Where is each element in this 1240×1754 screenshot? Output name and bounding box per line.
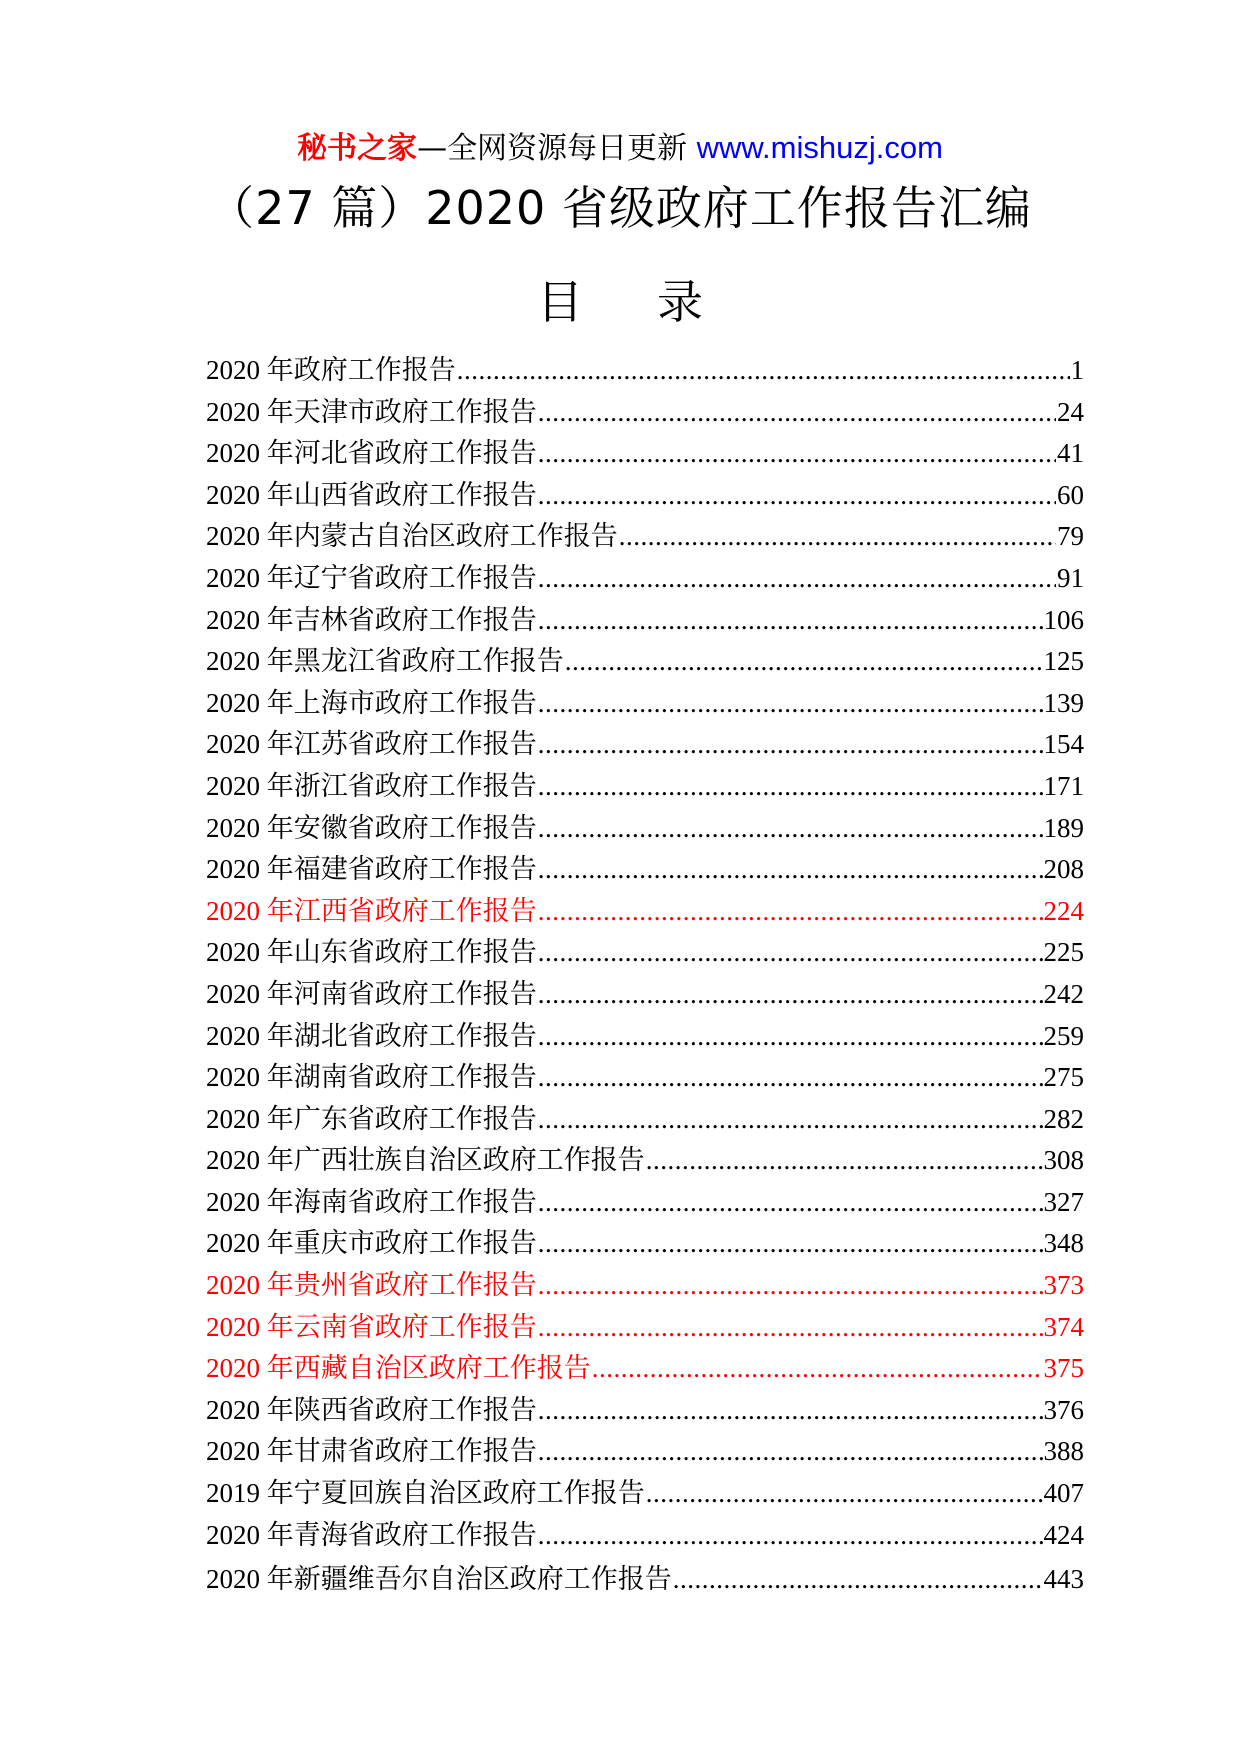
toc-entry[interactable] — [206, 1515, 1084, 1557]
toc-entry-title: 2020 年河北省政府工作报告 — [206, 438, 537, 469]
toc-entry-page-number: 189 — [1043, 812, 1084, 843]
toc-entry-title: 2020 年安徽省政府工作报告 — [206, 812, 537, 843]
toc-entry-title: 2020 年广西壮族自治区政府工作报告 — [206, 1145, 645, 1176]
toc-entry-title: 2020 年浙江省政府工作报告 — [206, 770, 537, 801]
toc-dot-leader — [538, 1016, 1043, 1058]
toc-entry-page-number: 308 — [1043, 1145, 1084, 1176]
toc-dot-leader — [538, 600, 1043, 642]
toc-entry-page-number: 154 — [1043, 729, 1084, 760]
toc-dot-leader — [538, 1057, 1043, 1099]
toc-entry-title: 2020 年湖北省政府工作报告 — [206, 1020, 537, 1051]
toc-entry[interactable] — [206, 433, 1084, 475]
toc-entry[interactable] — [206, 766, 1084, 808]
toc-entry[interactable] — [206, 849, 1084, 891]
toc-entry-title: 2020 年云南省政府工作报告 — [206, 1311, 537, 1342]
toc-entry-title: 2020 年广东省政府工作报告 — [206, 1103, 537, 1134]
toc-entry[interactable] — [206, 932, 1084, 974]
toc-entry-page-number: 424 — [1043, 1519, 1084, 1550]
toc-dot-leader — [538, 849, 1043, 891]
toc-dot-leader — [538, 808, 1043, 850]
toc-entry-title: 2020 年重庆市政府工作报告 — [206, 1228, 537, 1259]
toc-entry-page-number: 348 — [1043, 1228, 1084, 1259]
toc-dot-leader — [538, 392, 1056, 434]
toc-entry-title: 2020 年甘肃省政府工作报告 — [206, 1436, 537, 1467]
toc-entry[interactable] — [206, 600, 1084, 642]
toc-entry-page-number: 171 — [1043, 770, 1084, 801]
toc-entry[interactable] — [206, 1099, 1084, 1141]
toc-entry[interactable] — [206, 516, 1084, 558]
toc-entry[interactable] — [206, 1016, 1084, 1058]
toc-dot-leader — [538, 1390, 1043, 1432]
toc-entry[interactable] — [206, 641, 1084, 683]
toc-entry-title: 2020 年陕西省政府工作报告 — [206, 1394, 537, 1425]
toc-dot-leader — [538, 558, 1056, 600]
toc-entry[interactable] — [206, 683, 1084, 725]
toc-entry-title: 2020 年新疆维吾尔自治区政府工作报告 — [206, 1564, 672, 1595]
toc-entry[interactable] — [206, 350, 1084, 392]
toc-dot-leader — [538, 433, 1056, 475]
toc-entry-title: 2020 年政府工作报告 — [206, 355, 456, 385]
toc-entry-page-number: 224 — [1043, 895, 1084, 926]
toc-entry-page-number: 443 — [1043, 1564, 1084, 1595]
toc-entry[interactable] — [206, 1473, 1084, 1515]
toc-entry[interactable] — [206, 891, 1084, 933]
toc-entry[interactable] — [206, 392, 1084, 434]
toc-dot-leader — [538, 1099, 1043, 1141]
toc-entry-title: 2020 年海南省政府工作报告 — [206, 1186, 537, 1217]
toc-entry-title: 2020 年上海市政府工作报告 — [206, 687, 537, 718]
toc-entry[interactable] — [206, 1348, 1084, 1390]
toc-entry-title: 2020 年黑龙江省政府工作报告 — [206, 646, 564, 677]
toc-entry[interactable] — [206, 1431, 1084, 1473]
header-banner — [0, 128, 1240, 169]
toc-entry-title: 2019 年宁夏回族自治区政府工作报告 — [206, 1478, 645, 1509]
toc-dot-leader — [592, 1348, 1043, 1390]
toc-entry-page-number: 373 — [1043, 1270, 1084, 1301]
toc-entry[interactable] — [206, 558, 1084, 600]
toc-dot-leader — [565, 641, 1043, 683]
brand-slogan: —全网资源每日更新 — [417, 131, 697, 166]
toc-entry-title: 2020 年青海省政府工作报告 — [206, 1519, 537, 1550]
toc-entry-title: 2020 年山东省政府工作报告 — [206, 937, 537, 968]
toc-entry-title: 2020 年内蒙古自治区政府工作报告 — [206, 521, 618, 552]
toc-entry-page-number: 225 — [1043, 937, 1084, 968]
toc-entry-page-number: 388 — [1043, 1436, 1084, 1467]
toc-heading-char-1: 目 — [537, 275, 583, 329]
toc-entry-title: 2020 年天津市政府工作报告 — [206, 396, 537, 427]
toc-heading-char-2: 录 — [657, 275, 703, 329]
toc-entry[interactable] — [206, 1559, 1084, 1601]
toc-entry-page-number: 242 — [1043, 978, 1084, 1009]
toc-entry-title: 2020 年福建省政府工作报告 — [206, 854, 537, 885]
toc-entry-title: 2020 年贵州省政府工作报告 — [206, 1270, 537, 1301]
toc-entry-page-number: 24 — [1057, 396, 1084, 427]
toc-entry-page-number: 106 — [1043, 604, 1084, 635]
toc-entry-page-number: 375 — [1043, 1353, 1084, 1384]
toc-entry-title: 2020 年吉林省政府工作报告 — [206, 604, 537, 635]
toc-dot-leader — [538, 683, 1043, 725]
toc-entry[interactable] — [206, 808, 1084, 850]
toc-entry[interactable] — [206, 974, 1084, 1016]
toc-entry[interactable] — [206, 1057, 1084, 1099]
toc-entry[interactable] — [206, 724, 1084, 766]
toc-entry-page-number: 79 — [1057, 521, 1084, 552]
toc-entry-page-number: 41 — [1057, 438, 1084, 469]
toc-dot-leader — [538, 1265, 1043, 1307]
toc-entry-title: 2020 年江苏省政府工作报告 — [206, 729, 537, 760]
toc-entry-page-number: 327 — [1043, 1186, 1084, 1217]
toc-heading — [0, 272, 1240, 332]
toc-entry-title: 2020 年辽宁省政府工作报告 — [206, 562, 537, 593]
toc-entry-page-number: 275 — [1043, 1062, 1084, 1093]
toc-entry-page-number: 374 — [1043, 1311, 1084, 1342]
toc-entry-title: 2020 年湖南省政府工作报告 — [206, 1062, 537, 1093]
toc-dot-leader — [646, 1473, 1043, 1515]
toc-entry-page-number: 91 — [1057, 562, 1084, 593]
toc-dot-leader — [538, 1182, 1043, 1224]
toc-entry-page-number: 259 — [1043, 1020, 1084, 1051]
toc-dot-leader — [538, 1223, 1043, 1265]
toc-entry-page-number: 376 — [1043, 1394, 1084, 1425]
toc-entry[interactable] — [206, 1182, 1084, 1224]
toc-dot-leader — [538, 766, 1043, 808]
toc-entry[interactable] — [206, 1390, 1084, 1432]
toc-dot-leader — [538, 974, 1043, 1016]
toc-entry[interactable] — [206, 475, 1084, 517]
toc-entry-title: 2020 年江西省政府工作报告 — [206, 895, 537, 926]
toc-entry[interactable] — [206, 1223, 1084, 1265]
toc-dot-leader — [538, 932, 1043, 974]
toc-entry-page-number: 208 — [1043, 854, 1084, 885]
toc-dot-leader — [538, 891, 1043, 933]
toc-dot-leader — [619, 516, 1056, 558]
toc-dot-leader — [538, 475, 1056, 517]
toc-dot-leader — [538, 1307, 1043, 1349]
toc-entry-title: 2020 年山西省政府工作报告 — [206, 479, 537, 510]
document-title: （27 篇）2020 省级政府工作报告汇编 — [208, 181, 1032, 235]
toc-entry-title: 2020 年西藏自治区政府工作报告 — [206, 1353, 591, 1384]
toc-entry-page-number: 139 — [1043, 687, 1084, 718]
toc-dot-leader — [538, 1431, 1043, 1473]
toc-entry[interactable] — [206, 1140, 1084, 1182]
toc-dot-leader — [457, 350, 1070, 392]
website-link[interactable]: www.mishuzj.com — [696, 130, 943, 165]
toc-entry[interactable] — [206, 1307, 1084, 1349]
brand-name: 秘书之家 — [297, 131, 418, 166]
toc-entry-page-number: 125 — [1043, 646, 1084, 677]
toc-dot-leader — [646, 1140, 1043, 1182]
toc-entry-page-number: 407 — [1043, 1478, 1084, 1509]
toc-dot-leader — [538, 1515, 1043, 1557]
toc-dot-leader — [538, 724, 1043, 766]
toc-entry-page-number: 282 — [1043, 1103, 1084, 1134]
toc-dot-leader — [673, 1559, 1043, 1601]
toc-entry-page-number: 1 — [1070, 355, 1084, 385]
toc-entry-title: 2020 年河南省政府工作报告 — [206, 978, 537, 1009]
toc-entry-page-number: 60 — [1057, 479, 1084, 510]
toc-entry[interactable] — [206, 1265, 1084, 1307]
table-of-contents — [206, 350, 1084, 1601]
